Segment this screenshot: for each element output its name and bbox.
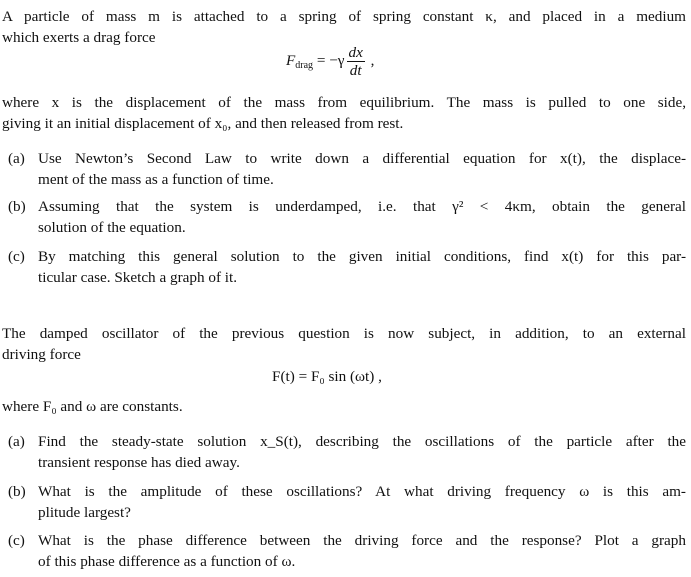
q2-part-b	[8, 481, 686, 523]
q1-intro-line-2: which exerts a drag force	[2, 29, 156, 46]
part-text-line-2: solution of the equation.	[38, 219, 186, 236]
eq-denominator: dt	[349, 62, 362, 79]
part-text-line-2: transient response has died away.	[38, 454, 240, 471]
q2-part-c	[8, 530, 686, 572]
q1-where-line-1: where x is the displacement of the mass from equilibrium. The mass is pulled to one side,	[2, 94, 686, 111]
q1-intro	[2, 6, 686, 48]
eq-mid: = −γ	[313, 51, 345, 69]
eq-numerator: dx	[348, 44, 363, 61]
part-text-line-1: Assuming that the system is underdamped, i.e. that γ² < 4κm, obtain the general	[38, 198, 686, 215]
q1-part-c	[8, 246, 686, 288]
q1-part-a	[8, 148, 686, 190]
part-label: (a)	[8, 433, 25, 450]
q2-where	[2, 396, 686, 417]
part-label: (c)	[8, 248, 25, 265]
part-text-line-1: By matching this general solution to the given initial conditions, find x(t) for this par-	[38, 248, 686, 265]
part-text-line-2: ment of the mass as a function of time.	[38, 171, 274, 188]
part-label: (a)	[8, 150, 25, 167]
part-label: (c)	[8, 532, 25, 549]
q1-where-line-2: giving it an initial displacement of x₀, and then released from rest.	[2, 115, 404, 132]
part-text-line-2: ticular case. Sketch a graph of it.	[38, 269, 238, 286]
eq-tail: ,	[366, 51, 375, 69]
part-text-line-2: of this phase difference as a function of ω.	[38, 553, 296, 570]
part-text-line-1: Use Newton’s Second Law to write down a differential equation for x(t), the displace-	[38, 150, 686, 167]
eq-fraction	[347, 44, 365, 79]
eq-lhs-subscript: drag	[295, 59, 314, 71]
part-text-line-1: What is the amplitude of these oscillations? At what driving frequency ω is this am-	[38, 483, 686, 500]
q1-where	[2, 92, 686, 134]
q1-drag-force-equation	[286, 44, 374, 79]
q2-where-line: where F₀ and ω are constants.	[2, 398, 183, 415]
q2-driving-force-equation: F(t) = F₀ sin (ωt) ,	[272, 368, 382, 385]
part-text-line-1: What is the phase difference between the driving force and the response? Plot a graph	[38, 532, 686, 549]
part-text-line-2: plitude largest?	[38, 504, 131, 521]
q2-intro-line-2: driving force	[2, 346, 81, 363]
q1-intro-line-1: A particle of mass m is attached to a spring of spring constant κ, and placed in a medium	[2, 8, 686, 25]
q2-part-a	[8, 431, 686, 473]
q2-intro-line-1: The damped oscillator of the previous question is now subject, in addition, to an external	[2, 325, 686, 342]
q1-part-b	[8, 196, 686, 238]
part-text-line-1: Find the steady-state solution x_S(t), describing the oscillations of the particle after the	[38, 433, 686, 450]
q2-intro	[2, 323, 686, 365]
part-label: (b)	[8, 483, 26, 500]
part-label: (b)	[8, 198, 26, 215]
eq-lhs: F	[286, 51, 296, 69]
